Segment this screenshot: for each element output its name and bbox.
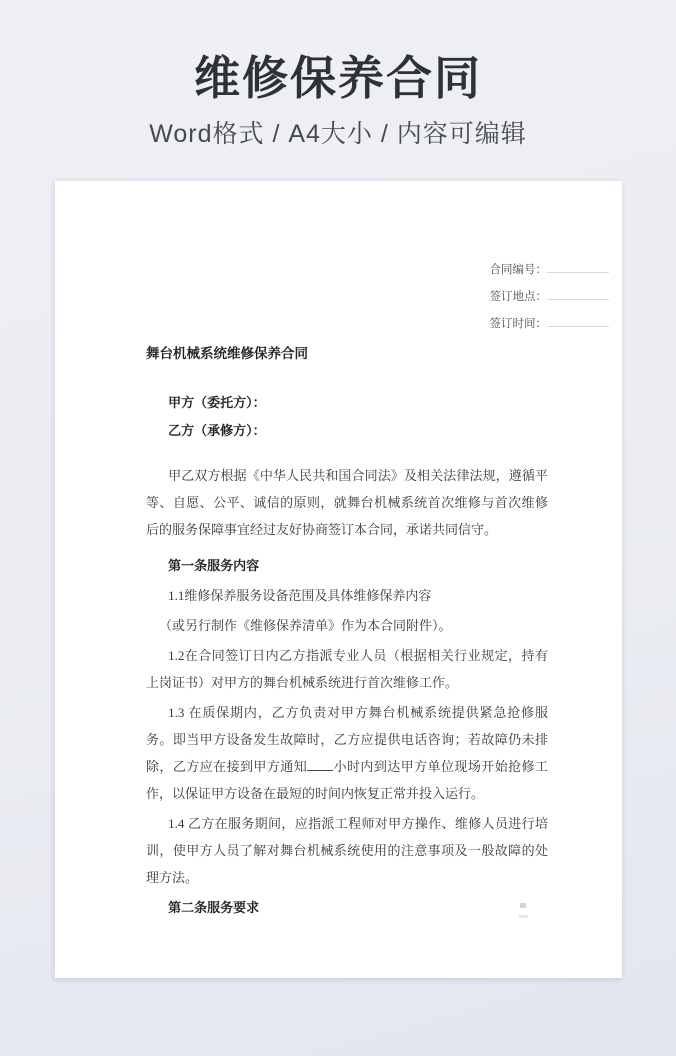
clause-1-3-text-before: 1.3 在质保期内，乙方负责对甲方舞台机械系统提供紧急抢修服务。即当甲方设备发生故障时，乙方应提供电话咨询；若故障仍未排除，乙方应在接到甲方通知 [146, 705, 548, 774]
section2-heading: 第二条服务要求 [168, 900, 260, 915]
faint-page-artifact [519, 903, 528, 921]
party-b-line: 乙方（承修方）： [168, 423, 266, 438]
banner-title: 维修保养合同 [194, 52, 482, 104]
clause-1-3-text-after: 小时内到达甲方单位现场开始抢修工作，以保证甲方设备在最短的时间内恢复正常并投入运行。 [146, 759, 548, 801]
clause-1-1: 1.1维修保养服务设备范围及具体维修保养内容 [168, 588, 432, 603]
clause-1-4: 1.4 乙方在服务期间，应指派工程师对甲方操作、维修人员进行培训，使甲方人员了解对舞台机械系统使用的注意事项及一般故障的处理方法。 [146, 816, 548, 885]
party-a-line: 甲方（委托方）： [168, 395, 266, 410]
contract-number-label: 合同编号： [489, 264, 547, 276]
document-page [55, 181, 622, 978]
preamble-paragraph: 甲乙双方根据《中华人民共和国合同法》及相关法律法规，遵循平等、自愿、公平、诚信的原则，就舞台机械系统首次维修与首次维修后的服务保障事宜经过友好协商签订本合同，承诺共同信守。 [146, 468, 548, 537]
section1-heading: 第一条服务内容 [168, 558, 260, 573]
signing-date-label: 签订时间： [489, 318, 547, 330]
banner-subtitle: Word格式 / A4大小 / 内容可编辑 [149, 119, 527, 148]
clause-1-1-note: （或另行制作《维修保养清单》作为本合同附件）。 [159, 618, 452, 633]
contract-body [55, 181, 622, 924]
clause-1-2: 1.2在合同签订日内乙方指派专业人员（根据相关行业规定，持有上岗证书）对甲方的舞台机械系统进行首次维修工作。 [146, 648, 548, 690]
signing-place-label: 签订地点： [489, 291, 547, 303]
template-banner [0, 0, 676, 150]
hours-blank-underline [307, 759, 333, 771]
clause-1-3 [146, 699, 548, 807]
contract-title: 舞台机械系统维修保养合同 [146, 346, 308, 361]
